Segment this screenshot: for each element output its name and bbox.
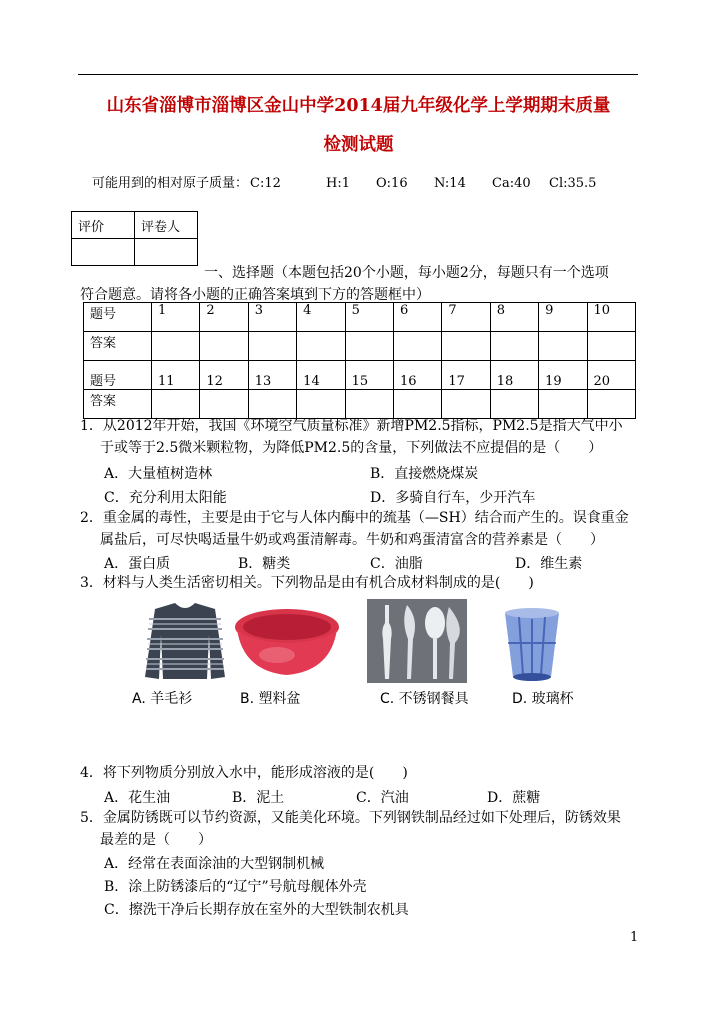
answer-cell[interactable]: [539, 332, 587, 361]
q3-option-d: D. 玻璃杯: [512, 691, 574, 707]
answer-cell[interactable]: [587, 332, 635, 361]
answer-num-header: 题号: [84, 303, 152, 332]
q2-line2: 属盐后，可尽快喝适量牛奶或鸡蛋清解毒。牛奶和鸡蛋清富含的营养素是（ ）: [100, 532, 604, 548]
answer-num: 16: [393, 361, 441, 390]
q1-option-b: B．直接燃烧煤炭: [370, 466, 479, 482]
q4-option-d: D．蔗糖: [487, 790, 541, 806]
q1-option-d: D．多骑自行车，少开汽车: [370, 490, 536, 506]
answer-num: 4: [297, 303, 345, 332]
q2-option-d: D．维生素: [515, 556, 583, 572]
answer-num: 15: [345, 361, 393, 390]
sweater-image: [145, 603, 225, 679]
answer-num: 10: [587, 303, 635, 332]
answer-num: 12: [200, 361, 248, 390]
score-box: [71, 211, 198, 266]
atomic-mass-ca: Ca:40: [492, 176, 531, 191]
q2-option-c: C．油脂: [370, 556, 423, 572]
q4-option-b: B．泥土: [232, 790, 285, 806]
atomic-mass-line: [92, 172, 596, 191]
document-title-line1: 山东省淄博市淄博区金山中学2014届九年级化学上学期期末质量: [106, 96, 611, 116]
answer-num: 11: [152, 361, 200, 390]
answer-num: 9: [539, 303, 587, 332]
q2-line1: 2．重金属的毒性，主要是由于它与人体内酶中的巯基（—SH）结合而产生的。误食重金: [80, 510, 629, 526]
answer-cell[interactable]: [248, 332, 296, 361]
atomic-mass-label: 可能用到的相对原子质量：: [92, 176, 249, 191]
q1-line1: 1．从2012年开始，我国《环境空气质量标准》新增PM2.5指标，PM2.5是指大气中小: [80, 418, 623, 434]
answer-num: 19: [539, 361, 587, 390]
q5-option-a: A．经常在表面涂油的大型钢制机械: [104, 856, 325, 872]
score-label: 评价: [72, 212, 135, 239]
atomic-mass-c: C:12: [250, 176, 281, 191]
q1-option-c: C．充分利用太阳能: [104, 490, 227, 506]
q3-option-c: C. 不锈钢餐具: [380, 691, 469, 707]
answer-cell[interactable]: [200, 332, 248, 361]
q2-option-b: B．糖类: [238, 556, 291, 572]
section1-intro-line2: 符合题意。请将各小题的正确答案填到下方的答题框中）: [80, 287, 430, 303]
answer-table: [83, 302, 636, 419]
q5-option-b: B．涂上防锈漆后的“辽宁”号航母舰体外壳: [104, 879, 367, 895]
document-title-line2: 检测试题: [323, 135, 394, 155]
answer-num: 17: [442, 361, 490, 390]
q3-option-a: A. 羊毛衫: [132, 691, 193, 707]
atomic-mass-cl: Cl:35.5: [549, 176, 597, 191]
answer-num: 18: [490, 361, 538, 390]
answer-num: 6: [393, 303, 441, 332]
answer-num: 3: [248, 303, 296, 332]
answer-row-1: [84, 332, 636, 361]
q2-option-a: A．蛋白质: [104, 556, 171, 572]
answer-header: 答案: [84, 332, 152, 361]
grader-label: 评卷人: [135, 212, 198, 239]
answer-cell[interactable]: [393, 332, 441, 361]
answer-num: 8: [490, 303, 538, 332]
section1-intro-line1: 一、选择题（本题包括20个小题，每小题2分，每题只有一个选项: [204, 265, 609, 281]
answer-cell[interactable]: [442, 332, 490, 361]
q4-option-a: A．花生油: [104, 790, 171, 806]
grader-cell[interactable]: [135, 239, 198, 266]
glass-cup-image: [505, 608, 559, 681]
q5-option-c: C．擦洗干净后长期存放在室外的大型铁制农机具: [104, 902, 409, 918]
answer-num-row-2: [84, 361, 636, 390]
header-rule: [78, 74, 638, 75]
q4-line1: 4．将下列物质分别放入水中，能形成溶液的是( ): [80, 765, 408, 781]
q3-option-b: B. 塑料盆: [240, 691, 301, 707]
atomic-mass-h: H:1: [326, 176, 351, 191]
q3-line1: 3．材料与人类生活密切相关。下列物品是由有机合成材料制成的是( ): [80, 575, 534, 591]
q1-line2: 于或等于2.5微米颗粒物，为降低PM2.5的含量，下列做法不应提倡的是（ ）: [100, 440, 603, 456]
q5-line2: 最差的是（ ）: [100, 832, 212, 848]
answer-num: 5: [345, 303, 393, 332]
answer-cell[interactable]: [345, 332, 393, 361]
answer-cell[interactable]: [490, 332, 538, 361]
q3-image-strip: [127, 599, 564, 717]
answer-num: 7: [442, 303, 490, 332]
answer-num: 14: [297, 361, 345, 390]
answer-num: 1: [152, 303, 200, 332]
answer-num-row-1: [84, 303, 636, 332]
score-cell[interactable]: [72, 239, 135, 266]
q4-option-c: C．汽油: [356, 790, 409, 806]
q1-option-a: A．大量植树造林: [104, 466, 213, 482]
answer-cell[interactable]: [297, 332, 345, 361]
atomic-mass-o: O:16: [376, 176, 408, 191]
answer-header: 答案: [84, 390, 152, 419]
q5-line1: 5．金属防锈既可以节约资源，又能美化环境。下列钢铁制品经过如下处理后，防锈效果: [80, 810, 621, 826]
plastic-basin-image: [235, 609, 339, 675]
atomic-mass-n: N:14: [434, 176, 466, 191]
answer-num: 2: [200, 303, 248, 332]
answer-num-header: 题号: [84, 361, 152, 390]
answer-cell[interactable]: [152, 332, 200, 361]
answer-num: 13: [248, 361, 296, 390]
stainless-cutlery-image: [367, 599, 467, 683]
answer-num: 20: [587, 361, 635, 390]
page-number: 1: [630, 930, 639, 945]
